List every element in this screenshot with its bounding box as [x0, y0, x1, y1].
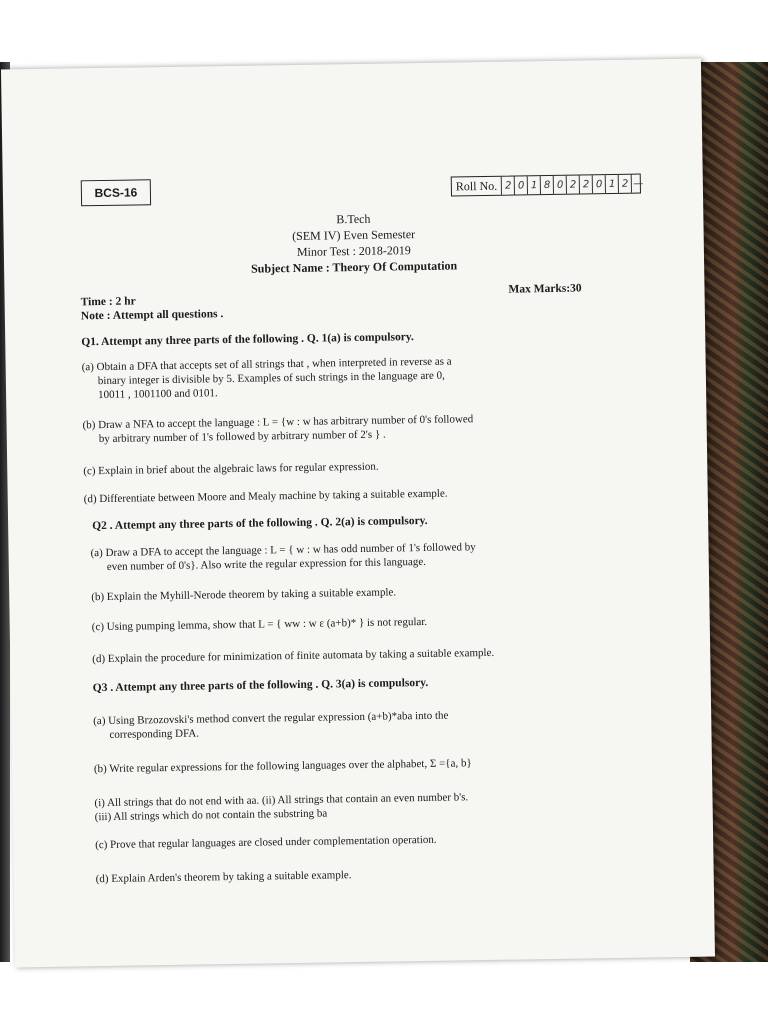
- q3-part-d: (d) Explain Arden's theorem by taking a suitable example.: [95, 869, 352, 886]
- roll-digit: 2: [566, 175, 579, 193]
- q1-part-a-line1: (a) Obtain a DFA that accepts set of all strings that , when interpreted in reverse as a: [81, 355, 452, 374]
- q2-part-a-line1: (a) Draw a DFA to accept the language : L = { w : w has odd number of 1's followed by: [90, 541, 476, 560]
- q3-part-a-line2: corresponding DFA.: [109, 727, 200, 741]
- time-label: Time : 2 hr: [80, 295, 136, 309]
- q1-heading: Q1. Attempt any three parts of the following . Q. 1(a) is compulsory.: [81, 331, 414, 349]
- roll-digit: 0: [553, 176, 566, 194]
- q1-part-b-line2: by arbitrary number of 1's followed by arbitrary number of 2's } .: [98, 428, 386, 446]
- max-marks-label: Max Marks:30: [508, 282, 582, 296]
- subject-title: Subject Name : Theory Of Computation: [250, 258, 458, 276]
- roll-digit-cells: [501, 174, 644, 194]
- roll-digit: 8: [540, 176, 553, 194]
- q1-part-a: [82, 355, 453, 403]
- program-title: B.Tech: [336, 211, 371, 227]
- roll-digit: 1: [605, 175, 618, 193]
- q1-part-d: (d) Differentiate between Moore and Mealy machine by taking a suitable example.: [83, 487, 448, 506]
- q2-part-c: (c) Using pumping lemma, show that L = { ww : w ε (a+b)* } is not regular.: [91, 615, 428, 634]
- test-title: Minor Test : 2018-2019: [296, 243, 411, 259]
- semester-title: (SEM IV) Even Semester: [292, 227, 416, 243]
- roll-digit: 2: [579, 175, 592, 193]
- q2-part-d: (d) Explain the procedure for minimization of finite automata by taking a suitable example.: [92, 646, 495, 666]
- roll-number-box: [451, 174, 644, 197]
- q3-part-b-iii: (iii) All strings which do not contain the substring ba: [94, 807, 328, 824]
- q2-part-b: (b) Explain the Myhill-Nerode theorem by taking a suitable example.: [91, 586, 397, 604]
- q3-part-a-line1: (a) Using Brzozovski's method convert the regular expression (a+b)*aba into the: [93, 709, 449, 728]
- q2-part-a: [90, 540, 476, 574]
- q3-part-c: (c) Prove that regular languages are closed under complementation operation.: [95, 833, 437, 852]
- q1-part-b: [82, 412, 473, 446]
- roll-digit: 0: [514, 176, 527, 194]
- roll-digit: 0: [592, 175, 605, 193]
- roll-label: Roll No.: [455, 178, 498, 193]
- q2-heading: Q2 . Attempt any three parts of the following . Q. 2(a) is compulsory.: [92, 514, 428, 533]
- note-label: Note : Attempt all questions .: [80, 308, 224, 323]
- q3-part-a: [93, 709, 449, 743]
- exam-paper: [1, 59, 715, 968]
- q1-part-a-line2: binary integer is divisible by 5. Examples of such strings in the language are 0,: [97, 369, 445, 388]
- q1-part-c: (c) Explain in brief about the algebraic laws for regular expression.: [83, 460, 379, 478]
- q3-part-b: (b) Write regular expressions for the following languages over the alphabet, Σ ={a, b}: [93, 757, 472, 776]
- q2-part-a-line2: even number of 0's}. Also write the regular expression for this language.: [106, 555, 427, 573]
- roll-digit: 2: [501, 177, 514, 195]
- roll-trailing: —: [631, 174, 644, 192]
- course-code-box: [81, 179, 151, 206]
- roll-digit: 1: [527, 176, 540, 194]
- course-code: BCS-16: [94, 185, 138, 201]
- q3-part-b-i-ii: (i) All strings that do not end with aa. (ii) All strings that contain an even number b's.: [94, 791, 469, 810]
- q1-part-b-line1: (b) Draw a NFA to accept the language : L = {w : w has arbitrary number of 0's followed: [82, 413, 474, 432]
- q1-part-a-line3: 10011 , 1001100 and 0101.: [98, 387, 218, 402]
- q3-heading: Q3 . Attempt any three parts of the following . Q. 3(a) is compulsory.: [92, 676, 429, 695]
- roll-digit: 2: [618, 175, 631, 193]
